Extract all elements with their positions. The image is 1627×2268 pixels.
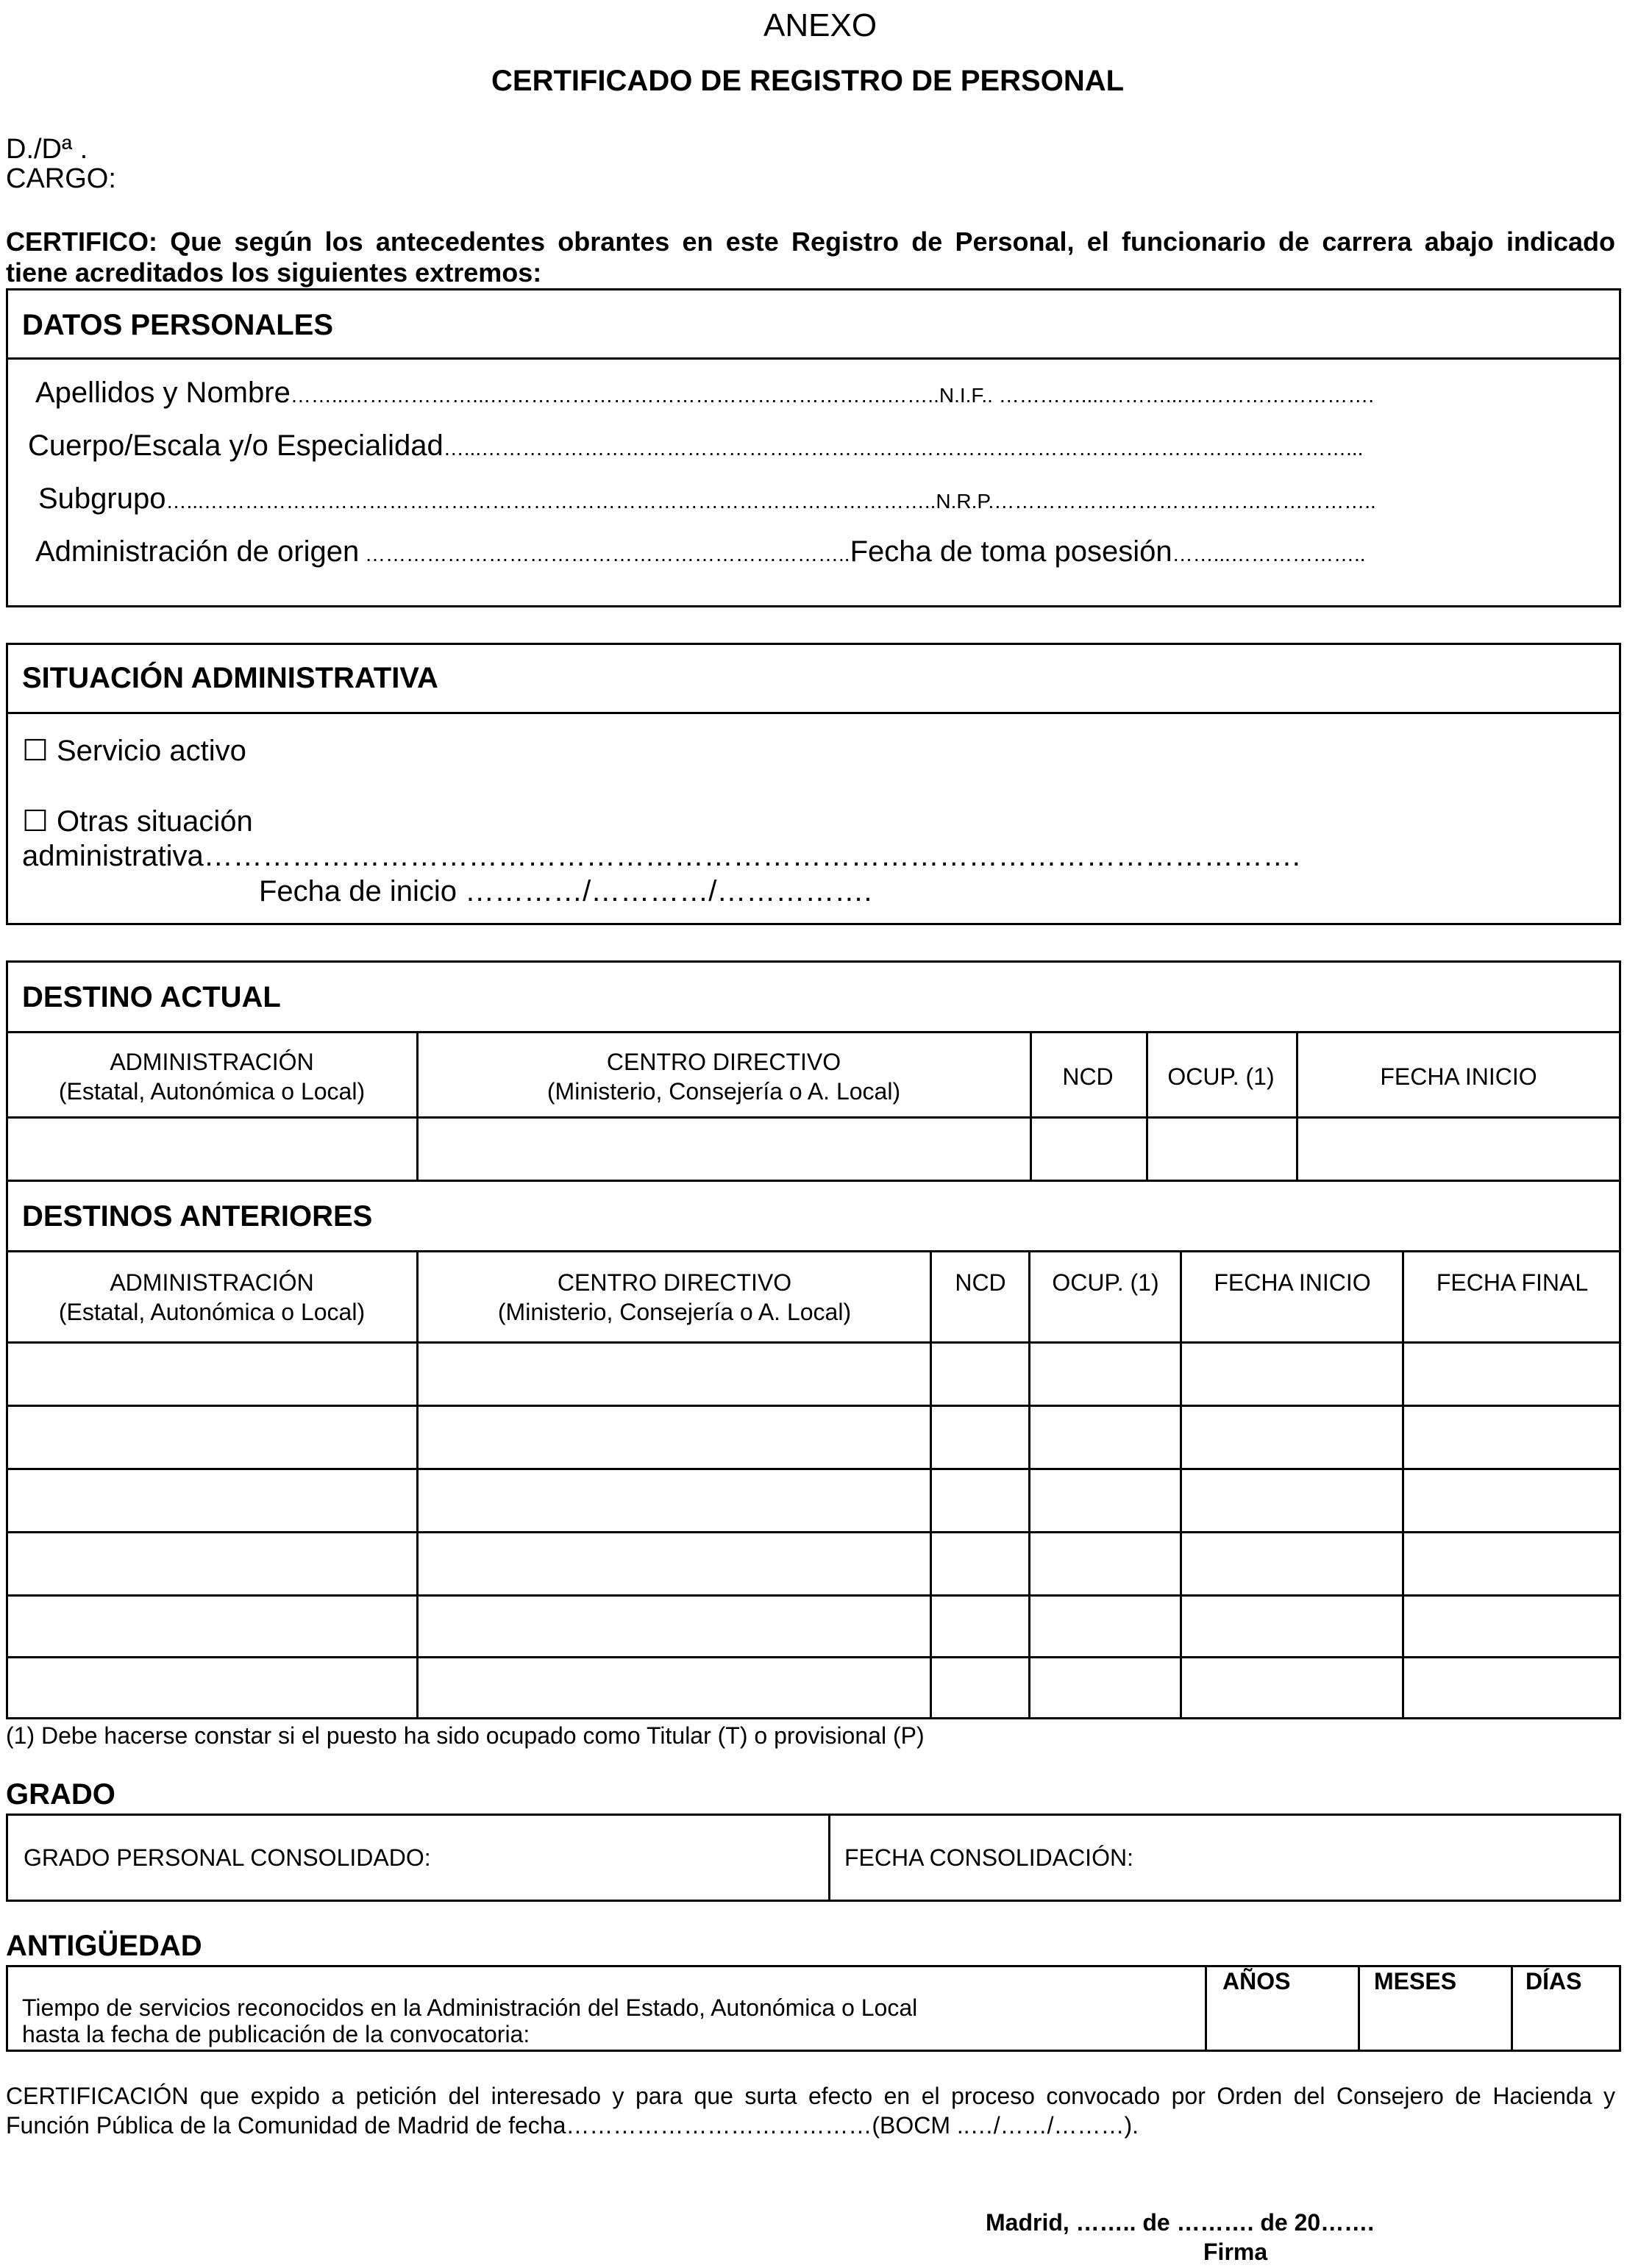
col-subtitle: (Estatal, Autonómica o Local) (58, 1078, 366, 1105)
destinos-anteriores-col-ncd: NCD (955, 1269, 1006, 1296)
subgrupo-label: Subgrupo (38, 482, 166, 515)
certificacion-line-2: Función Pública de la Comunidad de Madrid de fecha…………………………………(BOCM ..…/……/………). (6, 2112, 1139, 2139)
datos-personales-heading: DATOS PERSONALES (22, 309, 334, 341)
otras-situacion-line[interactable]: administrativa…………………………………………………………………………………………………. (22, 840, 1300, 872)
destino-actual-cell-administracion[interactable] (7, 1119, 415, 1178)
col-divider (416, 1031, 419, 1180)
table-row[interactable] (7, 1470, 1620, 1530)
certificacion-line-1: CERTIFICACIÓN que expido a petición del interesado y para que surta efecto en el proceso convocado por Orden del Consejero de Hacienda y (6, 2083, 1615, 2109)
antiguedad-heading: ANTIGÜEDAD (6, 1930, 202, 1962)
destino-actual-cell-fecha-inicio[interactable] (1299, 1119, 1620, 1178)
col-title: CENTRO DIRECTIVO (557, 1269, 792, 1296)
certifico-line-2: tiene acreditados los siguientes extremos: (6, 257, 542, 288)
destinos-anteriores-col-administracion (6, 1268, 418, 1327)
col-subtitle: (Estatal, Autonómica o Local) (58, 1299, 366, 1325)
divider (6, 1031, 1621, 1033)
destino-actual-heading: DESTINO ACTUAL (22, 981, 281, 1013)
destino-actual-cell-ocup[interactable] (1149, 1119, 1295, 1178)
nif-dots[interactable]: …………....………...………………………. (992, 384, 1374, 407)
divider (6, 1250, 1621, 1252)
destino-actual-col-fecha-inicio: FECHA INICIO (1380, 1063, 1537, 1090)
firma-label: Firma (1203, 2239, 1268, 2265)
fecha-consolidacion-field[interactable]: FECHA CONSOLIDACIÓN: (844, 1844, 1133, 1871)
grado-consolidado-field[interactable]: GRADO PERSONAL CONSOLIDADO: (24, 1844, 431, 1871)
nif-label: N.I.F.. (939, 384, 993, 407)
destinos-anteriores-heading: DESTINOS ANTERIORES (22, 1200, 373, 1233)
subgrupo-dots[interactable]: …...…………………………………………………………………………………………….. (165, 490, 936, 513)
cargo-field: CARGO: (6, 163, 116, 194)
destinos-anteriores-col-fecha-final: FECHA FINAL (1436, 1269, 1589, 1296)
place-date: Madrid, …….. de ………. de 20……. (986, 2209, 1375, 2236)
meses-column[interactable]: MESES (1374, 1968, 1457, 1994)
antiguedad-text-1: Tiempo de servicios reconocidos en la Administración del Estado, Autonómica o Local (22, 1994, 918, 2021)
admin-origen-row (35, 535, 1366, 568)
otras-situacion-option[interactable] (22, 805, 253, 838)
destinos-anteriores-col-ocup: OCUP. (1) (1052, 1269, 1159, 1296)
grado-heading: GRADO (6, 1778, 115, 1811)
nrp-label: N.R.P. (936, 490, 994, 513)
destino-actual-cell-ncd[interactable] (1033, 1119, 1144, 1178)
checkbox-icon[interactable]: ☐ (22, 805, 49, 838)
destinos-anteriores-col-fecha-inicio: FECHA INICIO (1214, 1269, 1371, 1296)
cuerpo-row (28, 429, 1363, 463)
col-divider (1030, 1031, 1032, 1180)
otras-situacion-label: Otras situación (56, 805, 253, 838)
antiguedad-text-2: hasta la fecha de publicación de la convocatoria: (22, 2021, 530, 2047)
destino-actual-col-ncd: NCD (1062, 1063, 1114, 1090)
anos-column[interactable]: AÑOS (1222, 1968, 1291, 1994)
divider (6, 712, 1621, 714)
certifico-line-1: CERTIFICO: Que según los antecedentes obrantes en este Registro de Personal, el funcionario de carrera abajo indicado (6, 227, 1615, 257)
col-divider (1205, 1965, 1207, 2052)
dias-column[interactable]: DÍAS (1525, 1968, 1582, 1994)
table-row[interactable] (7, 1597, 1620, 1655)
col-title: ADMINISTRACIÓN (110, 1049, 314, 1075)
document-title: CERTIFICADO DE REGISTRO DE PERSONAL (491, 65, 1125, 97)
divider (6, 1180, 1621, 1182)
table-row[interactable] (7, 1407, 1620, 1466)
destinos-anteriores-col-centro (418, 1268, 931, 1327)
col-subtitle: (Ministerio, Consejería o A. Local) (547, 1078, 901, 1105)
situacion-heading: SITUACIÓN ADMINISTRATIVA (22, 662, 438, 694)
destino-actual-col-centro (418, 1047, 1030, 1106)
admin-origen-label: Administración de origen (35, 535, 360, 568)
cuerpo-dots[interactable]: …...………………………………………………………………………………………………………………... (443, 437, 1364, 460)
col-divider (1296, 1031, 1298, 1180)
col-subtitle: (Ministerio, Consejería o A. Local) (497, 1299, 852, 1325)
footnote: (1) Debe hacerse constar si el puesto ha sido ocupado como Titular (T) o provisional (P) (6, 1722, 925, 1749)
apellidos-dots[interactable]: ……...………………...………………………………………………….…….. (290, 384, 939, 407)
destino-actual-col-ocup: OCUP. (1) (1167, 1063, 1275, 1090)
cuerpo-label: Cuerpo/Escala y/o Especialidad (28, 429, 444, 462)
servicio-activo-option[interactable] (22, 734, 246, 768)
col-title: CENTRO DIRECTIVO (606, 1049, 841, 1075)
destino-actual-col-administracion (6, 1047, 418, 1106)
destino-actual-cell-centro[interactable] (419, 1119, 1028, 1178)
annex-label: ANEXO (763, 7, 877, 43)
divider (6, 357, 1621, 360)
col-divider (828, 1814, 830, 1902)
nrp-dots[interactable]: ……………………………………………….. (994, 490, 1376, 513)
apellidos-row (35, 377, 1374, 410)
table-row[interactable] (7, 1533, 1620, 1593)
subgrupo-row (38, 482, 1376, 516)
table-row[interactable] (7, 1344, 1620, 1403)
col-divider (1358, 1965, 1360, 2052)
dd-field: D./Dª . (6, 134, 88, 165)
table-row[interactable] (7, 1658, 1620, 1718)
fecha-inicio-situacion[interactable]: Fecha de inicio …………/…………/……………. (259, 875, 872, 907)
col-divider (1146, 1031, 1148, 1180)
fecha-toma-label: Fecha de toma posesión (850, 535, 1172, 568)
col-title: ADMINISTRACIÓN (110, 1269, 314, 1296)
servicio-activo-label: Servicio activo (56, 735, 246, 767)
fecha-toma-dots[interactable]: ……...……………….. (1172, 543, 1366, 566)
admin-origen-dots[interactable]: …………………………………………………………….. (359, 543, 850, 566)
checkbox-icon[interactable]: ☐ (22, 735, 49, 767)
apellidos-label: Apellidos y Nombre (35, 377, 291, 409)
col-divider (1511, 1965, 1513, 2052)
